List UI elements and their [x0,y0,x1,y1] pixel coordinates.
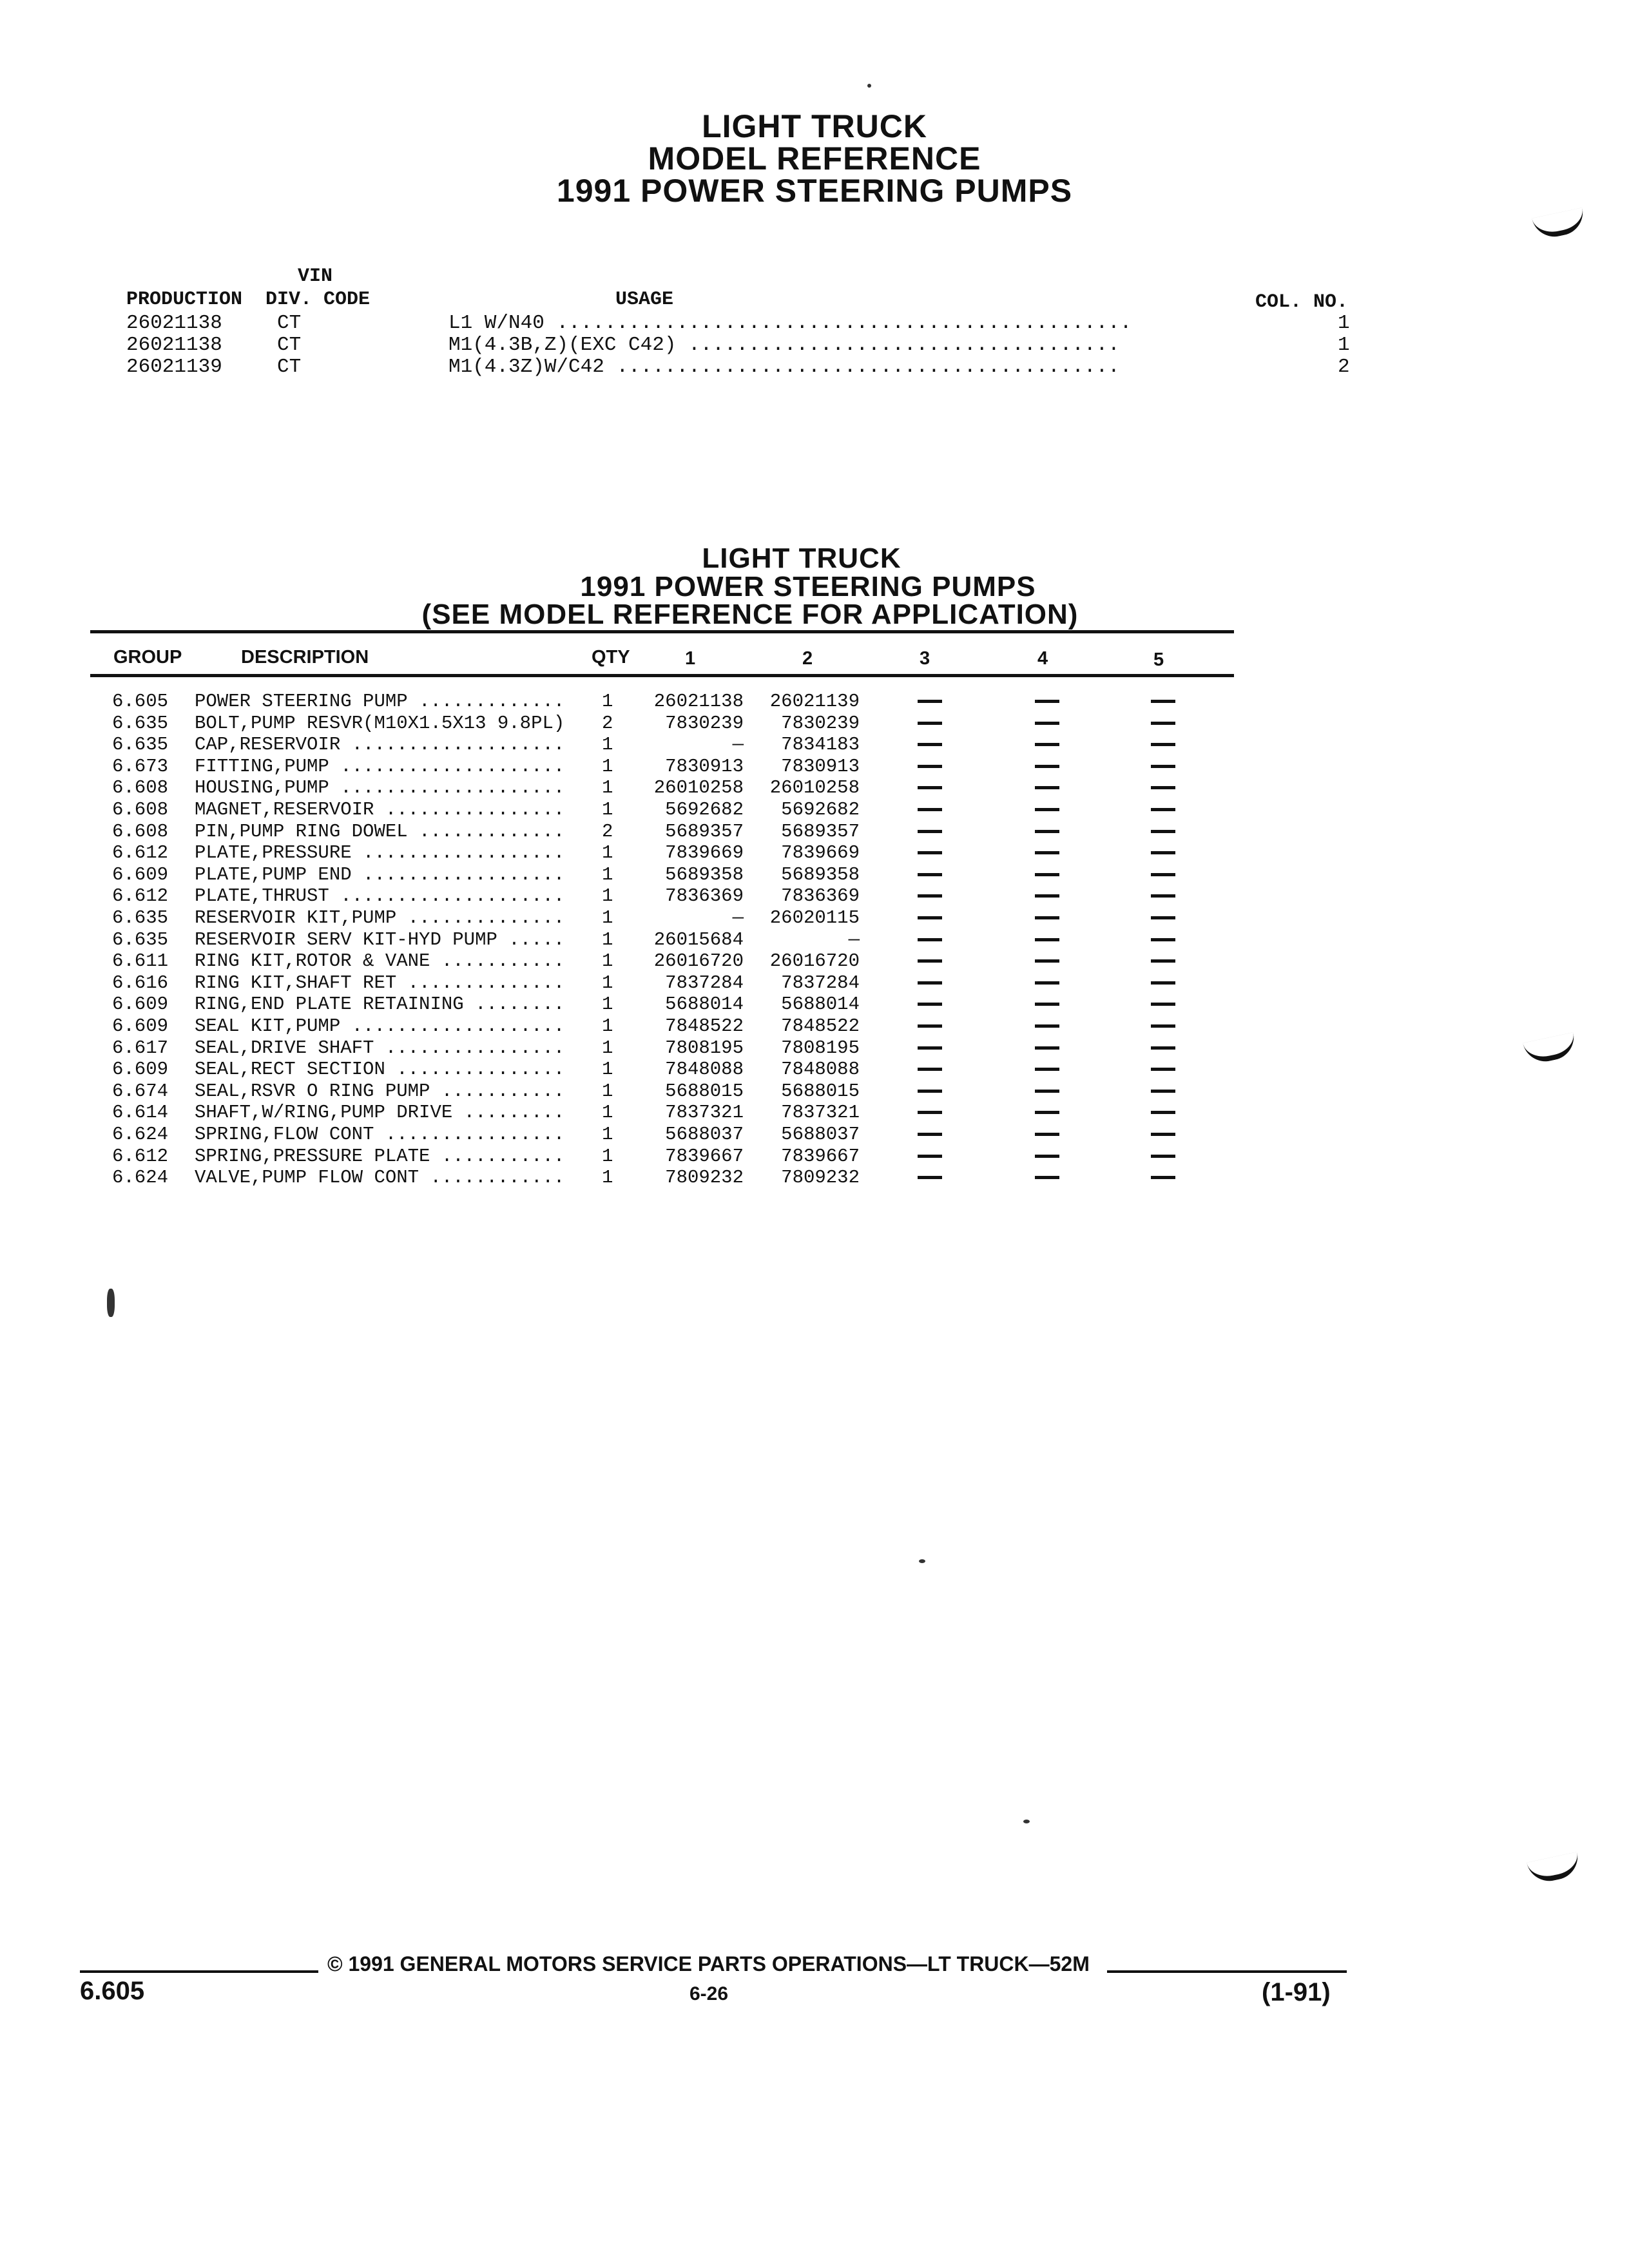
col2-part-number: 5689358 [781,863,860,885]
qty-cell: 1 [602,1167,613,1189]
description-leader: ................ [385,1124,565,1145]
qty-cell: 1 [602,907,613,928]
col1-part-number: 26021138 [653,691,744,712]
description-cell [195,885,564,907]
group-cell: 6.635 [112,928,169,950]
col2-part-number: 7836369 [781,885,860,907]
group-cell: 6.608 [112,777,169,799]
col4-empty-dash [1035,765,1059,768]
col5-empty-dash [1151,959,1175,963]
col1-part-number: — [732,907,744,928]
model-ref-usage-text: M1(4.3Z)W/C42 [448,356,604,378]
description-leader: ................... [351,734,565,756]
model-ref-leader: ................................................ [556,312,1132,334]
col5-empty-dash [1151,1176,1175,1179]
col4-empty-dash [1035,1003,1059,1006]
group-cell: 6.614 [112,1102,169,1124]
col3-empty-dash [918,765,942,768]
description-leader: ......... [463,1102,565,1124]
table-header-rule [90,674,1234,677]
col4-empty-dash [1035,981,1059,985]
col1-part-number: 7848522 [665,1015,744,1037]
description-text: SPRING,FLOW CONT [195,1124,374,1145]
group-cell: 6.611 [112,950,169,972]
col5-empty-dash [1151,1111,1175,1114]
qty-header: QTY [592,647,630,668]
model-ref-usage [448,356,1120,378]
col5-empty-dash [1151,1003,1175,1006]
description-text: VALVE,PUMP FLOW CONT [195,1167,419,1189]
col1-part-number: 7848088 [665,1059,744,1081]
qty-cell: 1 [602,994,613,1015]
binder-mark-top [1532,207,1587,241]
col3-empty-dash [918,959,942,963]
model-ref-leader: .......................................... [616,356,1120,378]
group-cell: 6.635 [112,712,169,734]
description-text: PIN,PUMP RING DOWEL [195,820,408,842]
col3-empty-dash [918,981,942,985]
col4-empty-dash [1035,830,1059,833]
model-ref-production: 26021138 [126,312,222,334]
col3-empty-dash [918,722,942,725]
description-leader: .................... [340,885,565,907]
col5-empty-dash [1151,873,1175,876]
footer-rule-left [80,1970,318,1973]
description-cell [195,756,564,778]
description-leader: ..... [508,928,565,950]
description-cell [195,842,564,864]
col4-empty-dash [1035,1024,1059,1028]
footer-group-number: 6.605 [80,1977,145,2005]
scan-speck [107,1289,115,1317]
col1-part-number: 7839669 [665,842,744,864]
footer-page-number: 6-26 [689,1983,729,2004]
col1-part-number: 7808195 [665,1037,744,1059]
col2-header: 2 [802,648,813,669]
model-ref-div-code: CT [277,356,302,378]
col4-empty-dash [1035,851,1059,854]
col1-part-number: — [732,734,744,756]
col2-part-number: 7839669 [781,842,860,864]
col3-empty-dash [918,1090,942,1093]
col4-empty-dash [1035,1111,1059,1114]
col3-empty-dash [918,743,942,746]
description-leader: ............ [430,1167,565,1189]
col2-part-number: 7809232 [781,1167,860,1189]
col1-part-number: 5689358 [665,863,744,885]
col2-part-number: 7830913 [781,755,860,777]
description-leader: ............... [396,1059,565,1081]
col4-empty-dash [1035,916,1059,919]
table-top-rule [90,630,1234,633]
col2-part-number: 7808195 [781,1037,860,1059]
qty-cell: 1 [602,1037,613,1059]
model-reference-title-1: LIGHT TRUCK [702,108,927,144]
col5-empty-dash [1151,786,1175,789]
col1-part-number: 5688015 [665,1080,744,1102]
col3-empty-dash [918,1155,942,1158]
group-cell: 6.635 [112,734,169,756]
col5-empty-dash [1151,981,1175,985]
model-ref-usage-text: L1 W/N40 [448,312,545,334]
col1-part-number: 26015684 [653,928,744,950]
col-no-header: COL. NO. [1255,291,1349,313]
col1-part-number: 7830239 [665,712,744,734]
description-cell [195,799,564,821]
col5-empty-dash [1151,1133,1175,1136]
qty-cell: 2 [602,820,613,842]
col2-part-number: 26020115 [769,907,860,928]
col2-part-number: 5692682 [781,799,860,820]
col3-empty-dash [918,830,942,833]
col1-part-number: 7837321 [665,1102,744,1124]
group-cell: 6.617 [112,1037,169,1059]
qty-cell: 1 [602,734,613,756]
vin-header: VIN [298,265,333,287]
col5-empty-dash [1151,894,1175,898]
qty-cell: 1 [602,950,613,972]
col1-part-number: 7839667 [665,1145,744,1167]
model-ref-div-code: CT [277,312,302,334]
group-cell: 6.612 [112,842,169,864]
parts-title-1: LIGHT TRUCK [702,543,901,574]
description-text: FITTING,PUMP [195,755,329,777]
col2-part-number: 5688037 [781,1124,860,1145]
group-cell: 6.605 [112,691,169,712]
qty-cell: 1 [602,1124,613,1145]
description-cell [195,713,576,735]
col5-empty-dash [1151,765,1175,768]
description-text: SHAFT,W/RING,PUMP DRIVE [195,1102,453,1124]
col4-empty-dash [1035,722,1059,725]
group-cell: 6.673 [112,755,169,777]
model-ref-usage-text: M1(4.3B,Z)(EXC C42) [448,334,677,356]
col3-empty-dash [918,916,942,919]
col3-empty-dash [918,851,942,854]
col1-part-number: 5689357 [665,820,744,842]
qty-cell: 1 [602,1145,613,1167]
col5-empty-dash [1151,743,1175,746]
description-leader: ................ [385,799,565,820]
description-cell [195,1037,564,1059]
group-cell: 6.635 [112,907,169,928]
model-ref-leader: .................................... [688,334,1120,356]
qty-cell: 1 [602,928,613,950]
col1-part-number: 5688014 [665,994,744,1015]
description-leader: .................. [363,863,565,885]
footer-date-code: (1-91) [1262,1978,1331,2006]
model-ref-col-no: 1 [1338,334,1350,356]
col4-empty-dash [1035,700,1059,703]
scan-speck [1023,1820,1030,1823]
col3-empty-dash [918,894,942,898]
col2-part-number: 26016720 [769,950,860,972]
model-ref-col-no: 2 [1338,356,1350,378]
col5-empty-dash [1151,916,1175,919]
parts-title-2: 1991 POWER STEERING PUMPS [580,571,1036,602]
model-ref-usage [448,334,1120,356]
description-cell [195,1059,564,1081]
group-cell: 6.608 [112,820,169,842]
group-cell: 6.609 [112,863,169,885]
col2-part-number: 26021139 [769,691,860,712]
qty-cell: 1 [602,1080,613,1102]
col3-empty-dash [918,1003,942,1006]
col5-empty-dash [1151,938,1175,941]
description-cell [195,691,564,713]
qty-cell: 1 [602,755,613,777]
col1-part-number: 26016720 [653,950,744,972]
col5-empty-dash [1151,1090,1175,1093]
description-leader: .................... [340,777,565,799]
qty-cell: 1 [602,1059,613,1081]
col4-empty-dash [1035,959,1059,963]
col3-empty-dash [918,873,942,876]
description-leader: ................ [385,1037,565,1059]
description-cell [195,1124,564,1146]
description-cell [195,1146,564,1168]
qty-cell: 1 [602,885,613,907]
description-cell [195,929,564,951]
qty-cell: 2 [602,712,613,734]
col3-empty-dash [918,1176,942,1179]
model-ref-div-code: CT [277,334,302,356]
col3-empty-dash [918,1046,942,1050]
description-cell [195,907,564,929]
col4-empty-dash [1035,808,1059,811]
col4-empty-dash [1035,873,1059,876]
parts-title-3: (SEE MODEL REFERENCE FOR APPLICATION) [421,599,1079,630]
col1-part-number: 7830913 [665,755,744,777]
description-cell [195,1081,564,1102]
col2-part-number: 7848522 [781,1015,860,1037]
group-header: GROUP [113,647,182,668]
col5-empty-dash [1151,1046,1175,1050]
model-ref-col-no: 1 [1338,312,1350,334]
col4-empty-dash [1035,1090,1059,1093]
description-leader: .............. [407,907,565,928]
col3-empty-dash [918,808,942,811]
description-leader: ........... [441,1145,565,1167]
description-text: BOLT,PUMP RESVR(M10X1.5X13 9.8PL) [195,712,565,734]
description-text: SEAL,RECT SECTION [195,1059,385,1081]
description-cell [195,1102,564,1124]
description-text: SPRING,PRESSURE PLATE [195,1145,430,1167]
group-cell: 6.612 [112,885,169,907]
col3-empty-dash [918,938,942,941]
description-text: PLATE,PRESSURE [195,842,352,864]
col2-part-number: 5688014 [781,994,860,1015]
description-text: MAGNET,RESERVOIR [195,799,374,820]
description-cell [195,972,564,994]
qty-cell: 1 [602,691,613,712]
qty-cell: 1 [602,1102,613,1124]
qty-cell: 1 [602,842,613,864]
binder-mark-middle [1523,1032,1578,1066]
description-leader: .................... [340,755,565,777]
col4-empty-dash [1035,1046,1059,1050]
col1-part-number: 7809232 [665,1167,744,1189]
description-cell [195,1015,564,1037]
col2-part-number: 5689357 [781,820,860,842]
col1-part-number: 7837284 [665,972,744,994]
footer-rule-right [1107,1970,1347,1973]
description-text: PLATE,PUMP END [195,863,352,885]
description-text: PLATE,THRUST [195,885,329,907]
col2-part-number: 7837321 [781,1102,860,1124]
scan-speck [919,1559,925,1563]
description-leader: ................... [351,1015,565,1037]
group-cell: 6.609 [112,1059,169,1081]
usage-header: USAGE [615,289,674,311]
col5-empty-dash [1151,808,1175,811]
description-text: POWER STEERING PUMP [195,691,408,712]
scan-speck [867,84,871,88]
group-cell: 6.609 [112,1015,169,1037]
col2-part-number: 7837284 [781,972,860,994]
col3-header: 3 [920,648,930,669]
description-cell [195,994,564,1015]
description-text: RESERVOIR KIT,PUMP [195,907,397,928]
model-reference-title-3: 1991 POWER STEERING PUMPS [556,173,1073,209]
div-code-header: DIV. CODE [265,289,371,311]
description-text: RING KIT,ROTOR & VANE [195,950,430,972]
col2-part-number: 7839667 [781,1145,860,1167]
col3-empty-dash [918,786,942,789]
qty-cell: 1 [602,777,613,799]
group-cell: 6.624 [112,1167,169,1189]
description-leader: ............. [419,691,565,712]
qty-cell: 1 [602,972,613,994]
description-leader: ........... [441,1080,565,1102]
description-text: RING,END PLATE RETAINING [195,994,464,1015]
qty-cell: 1 [602,1015,613,1037]
col2-part-number: 7834183 [781,734,860,756]
description-leader: ........ [475,994,565,1015]
model-ref-usage [448,312,1132,334]
col4-empty-dash [1035,1068,1059,1071]
col5-empty-dash [1151,851,1175,854]
model-ref-production: 26021139 [126,356,222,378]
description-text: RING KIT,SHAFT RET [195,972,397,994]
col3-empty-dash [918,1111,942,1114]
group-cell: 6.612 [112,1145,169,1167]
col2-part-number: 7848088 [781,1059,860,1081]
description-cell [195,864,564,886]
description-text: SEAL,DRIVE SHAFT [195,1037,374,1059]
col5-header: 5 [1153,649,1164,670]
col4-empty-dash [1035,1155,1059,1158]
description-leader: .............. [407,972,565,994]
group-cell: 6.674 [112,1080,169,1102]
group-cell: 6.616 [112,972,169,994]
description-text: RESERVOIR SERV KIT-HYD PUMP [195,928,497,950]
col4-empty-dash [1035,938,1059,941]
description-text: SEAL,RSVR O RING PUMP [195,1080,430,1102]
col5-empty-dash [1151,1024,1175,1028]
description-text: HOUSING,PUMP [195,777,329,799]
col5-empty-dash [1151,722,1175,725]
description-text: CAP,RESERVOIR [195,734,341,756]
description-cell [195,1167,564,1189]
group-cell: 6.609 [112,994,169,1015]
description-header: DESCRIPTION [241,647,369,668]
col5-empty-dash [1151,1068,1175,1071]
description-leader: ........... [441,950,565,972]
col5-empty-dash [1151,1155,1175,1158]
model-ref-production: 26021138 [126,334,222,356]
col5-empty-dash [1151,700,1175,703]
qty-cell: 1 [602,863,613,885]
description-cell [195,950,564,972]
description-cell [195,821,564,843]
col3-empty-dash [918,1024,942,1028]
description-leader: .................. [363,842,565,864]
col2-part-number: 5688015 [781,1080,860,1102]
description-cell [195,734,564,756]
col4-header: 4 [1037,648,1048,669]
col1-header: 1 [685,648,696,669]
col5-empty-dash [1151,830,1175,833]
binder-mark-bottom [1527,1852,1582,1885]
description-cell [195,777,564,799]
col1-part-number: 7836369 [665,885,744,907]
production-header: PRODUCTION [126,289,243,311]
col1-part-number: 5692682 [665,799,744,820]
col4-empty-dash [1035,743,1059,746]
col1-part-number: 5688037 [665,1124,744,1145]
col2-part-number: — [848,928,860,950]
group-cell: 6.624 [112,1124,169,1145]
description-text: SEAL KIT,PUMP [195,1015,341,1037]
col4-empty-dash [1035,1133,1059,1136]
col2-part-number: 7830239 [781,712,860,734]
footer-copyright: © 1991 GENERAL MOTORS SERVICE PARTS OPERATIONS—LT TRUCK—52M [327,1952,1090,1975]
col1-part-number: 26010258 [653,777,744,799]
qty-cell: 1 [602,799,613,820]
col3-empty-dash [918,700,942,703]
col4-empty-dash [1035,894,1059,898]
col4-empty-dash [1035,1176,1059,1179]
col3-empty-dash [918,1133,942,1136]
model-reference-title-2: MODEL REFERENCE [648,140,981,177]
col2-part-number: 26010258 [769,777,860,799]
col3-empty-dash [918,1068,942,1071]
col4-empty-dash [1035,786,1059,789]
description-leader: ............. [419,820,565,842]
group-cell: 6.608 [112,799,169,820]
